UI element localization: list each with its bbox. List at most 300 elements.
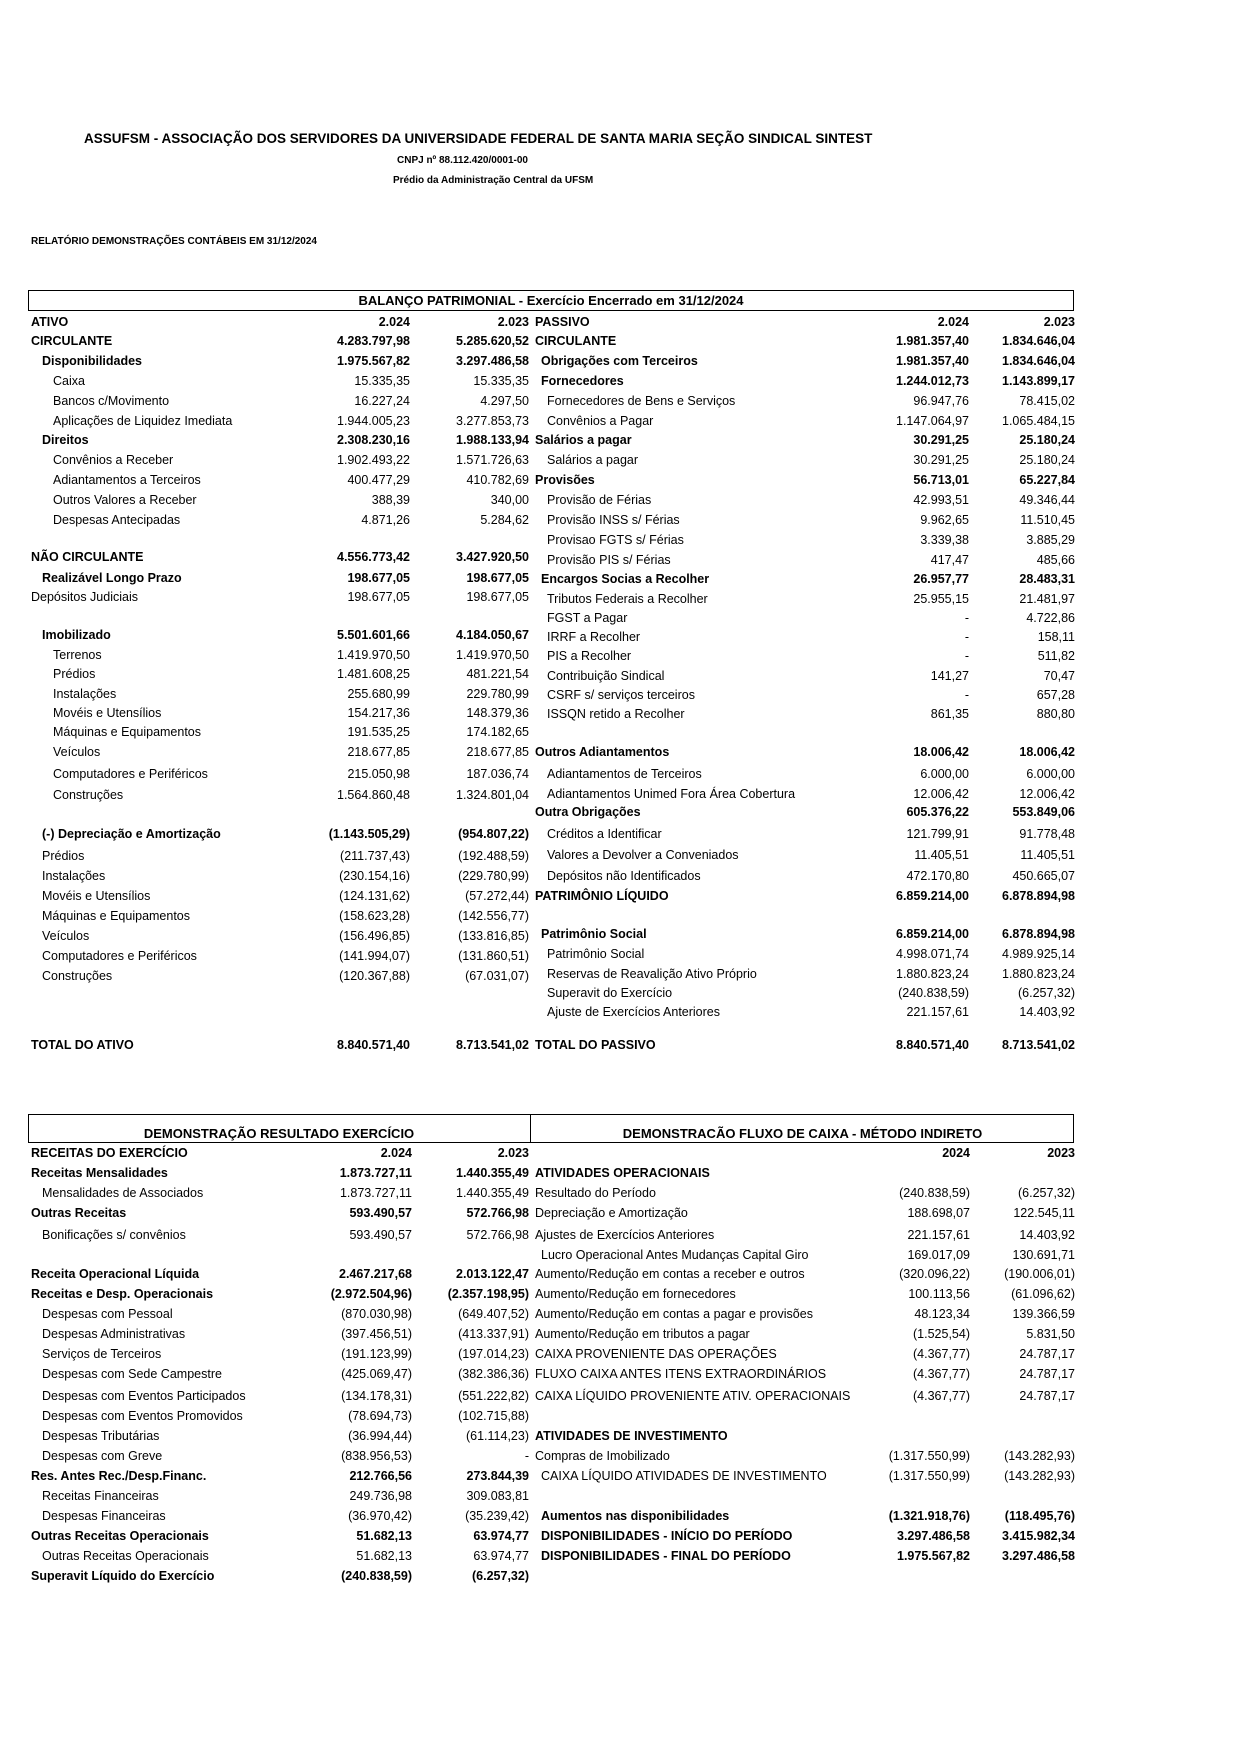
dre-label: Despesas Tributárias — [42, 1429, 160, 1443]
dfc-label: Lucro Operacional Antes Mudanças Capital Giro — [541, 1248, 809, 1262]
dre-label: Despesas com Greve — [42, 1449, 163, 1463]
dfc-row — [0, 1248, 1240, 1263]
dre-value-year2: 63.974,77 — [473, 1529, 529, 1543]
dre-value-year2: 273.844,39 — [466, 1469, 529, 1483]
dre-value-year1: 51.682,13 — [356, 1549, 412, 1563]
ativo-label: Realizável Longo Prazo — [42, 571, 182, 585]
passivo-value-year1: 141,27 — [930, 669, 969, 683]
dfc-value-year1: (4.367,77) — [913, 1347, 970, 1361]
dre-value-year2: 309.083,81 — [466, 1489, 529, 1503]
passivo-row — [0, 374, 1240, 389]
passivo-label: Contribuição Sindical — [547, 669, 665, 683]
ativo-value-year2: (131.860,51) — [458, 949, 529, 963]
passivo-value-year2: 14.403,92 — [1019, 1005, 1075, 1019]
passivo-value-year1: 121.799,91 — [906, 827, 969, 841]
dre-row — [0, 1489, 1240, 1504]
passivo-value-year1: 11.405,51 — [914, 848, 969, 862]
passivo-row — [0, 669, 1240, 684]
dre-value-year2: (2.357.198,95) — [447, 1287, 529, 1301]
ativo-label: Computadores e Periféricos — [42, 949, 197, 963]
ativo-value-year2: 3.427.920,50 — [456, 550, 529, 564]
ativo-value-year1: 4.283.797,98 — [337, 334, 410, 348]
dre-label: Despesas Financeiras — [42, 1509, 166, 1523]
passivo-label: Salários a pagar — [535, 433, 632, 447]
passivo-value-year1: 30.291,25 — [913, 453, 969, 467]
passivo-label: Superavit do Exercício — [547, 986, 673, 1000]
passivo-value-year2: 6.878.894,98 — [1002, 927, 1075, 941]
ativo-value-year1: 1.975.567,82 — [337, 354, 410, 368]
dfc-row — [0, 1449, 1240, 1464]
dfc-value-year1: (1.317.550,99) — [888, 1449, 970, 1463]
dre-label: Despesas com Pessoal — [42, 1307, 173, 1321]
passivo-row — [0, 767, 1240, 782]
passivo-value-year2: 91.778,48 — [1019, 827, 1075, 841]
passivo-value-year2: 485,66 — [1036, 553, 1075, 567]
passivo-label: Reservas de Reavalição Ativo Próprio — [547, 967, 757, 981]
dfc-value-year1: (240.838,59) — [899, 1186, 970, 1200]
passivo-row — [0, 805, 1240, 820]
dre-value-year2: 572.766,98 — [466, 1206, 529, 1220]
passivo-row — [0, 630, 1240, 645]
passivo-value-year1: 56.713,01 — [913, 473, 969, 487]
passivo-label: Provisão de Férias — [547, 493, 652, 507]
ativo-value-year2: 3.297.486,58 — [456, 354, 529, 368]
passivo-value-year2: 12.006,42 — [1019, 787, 1075, 801]
ativo-value-year1: 400.477,29 — [347, 473, 410, 487]
ativo-value-year1: 1.902.493,22 — [337, 453, 410, 467]
passivo-value-year1: 1.147.064,97 — [896, 414, 969, 428]
dre-value-year1: 212.766,56 — [349, 1469, 412, 1483]
passivo-value-year2: 1.834.646,04 — [1002, 334, 1075, 348]
passivo-value-year2: 25.180,24 — [1019, 433, 1075, 447]
ativo-value-year2: 410.782,69 — [466, 473, 529, 487]
passivo-value-year2: 553.849,06 — [1012, 805, 1075, 819]
ativo-label: Veículos — [53, 745, 101, 759]
dfc-row — [0, 1429, 1240, 1444]
ativo-value-year2: (133.816,85) — [458, 929, 529, 943]
dfc-label: CAIXA LÍQUIDO PROVENIENTE ATIV. OPERACIONAIS — [535, 1389, 851, 1403]
dfc-value-year2: (190.006,01) — [1004, 1267, 1075, 1281]
ativo-label: NÃO CIRCULANTE — [31, 550, 144, 564]
passivo-label: Tributos Federais a Recolher — [547, 592, 708, 606]
dre-value-year1: 593.490,57 — [349, 1206, 412, 1220]
passivo-header-year2: 2.023 — [1043, 315, 1075, 329]
ativo-label: Adiantamentos a Terceiros — [53, 473, 201, 487]
ativo-value-year1: (124.131,62) — [339, 889, 410, 903]
dfc-value-year1: (1.317.550,99) — [888, 1469, 970, 1483]
org-title: ASSUFSM - ASSOCIAÇÃO DOS SERVIDORES DA UNIVERSIDADE FEDERAL DE SANTA MARIA SEÇÃO SINDICAL SINTEST — [84, 131, 873, 146]
passivo-value-year1: 1.880.823,24 — [896, 967, 969, 981]
passivo-label: ISSQN retido a Recolher — [547, 707, 685, 721]
report-title: RELATÓRIO DEMONSTRAÇÕES CONTÁBEIS EM 31/12/2024 — [31, 236, 317, 247]
passivo-row — [0, 927, 1240, 942]
total-passivo-v2: 8.713.541,02 — [1002, 1038, 1075, 1052]
passivo-value-year2: 11.510,45 — [1020, 513, 1075, 527]
passivo-row — [0, 493, 1240, 508]
passivo-label: Valores a Devolver a Conveniados — [547, 848, 739, 862]
dfc-title: DEMONSTRACÃO FLUXO DE CAIXA - MÉTODO INDIRETO — [622, 1126, 983, 1141]
passivo-value-year2: (6.257,32) — [1018, 986, 1075, 1000]
dfc-row — [0, 1166, 1240, 1181]
dfc-label: Aumento/Redução em contas a pagar e provisões — [535, 1307, 813, 1321]
dfc-label: Aumento/Redução em contas a receber e outros — [535, 1267, 805, 1281]
dre-label: Outras Receitas — [31, 1206, 127, 1220]
ativo-value-year1: 198.677,05 — [347, 590, 410, 604]
dre-label: Receitas e Desp. Operacionais — [31, 1287, 214, 1301]
ativo-value-year1: 1.944.005,23 — [337, 414, 410, 428]
passivo-value-year1: - — [964, 649, 969, 663]
dfc-value-year2: 139.366,59 — [1012, 1307, 1075, 1321]
passivo-value-year2: 1.143.899,17 — [1002, 374, 1075, 388]
passivo-value-year2: 4.989.925,14 — [1002, 947, 1075, 961]
dre-label: Despesas com Sede Campestre — [42, 1367, 222, 1381]
ativo-value-year2: 229.780,99 — [466, 687, 529, 701]
ativo-label: Convênios a Receber — [53, 453, 174, 467]
passivo-value-year2: 657,28 — [1036, 688, 1075, 702]
ativo-value-year1: 1.481.608,25 — [337, 667, 410, 681]
passivo-label: CSRF s/ serviços terceiros — [547, 688, 695, 702]
passivo-label: Créditos a Identificar — [547, 827, 662, 841]
dre-label: Receita Operacional Líquida — [31, 1267, 200, 1281]
ativo-value-year2: (67.031,07) — [465, 969, 529, 983]
dfc-row — [0, 1228, 1240, 1243]
passivo-label: Provisões — [535, 473, 595, 487]
passivo-value-year2: 25.180,24 — [1019, 453, 1075, 467]
dfc-label: Resultado do Período — [535, 1186, 656, 1200]
passivo-row — [0, 414, 1240, 429]
ativo-label: Movéis e Utensílios — [53, 706, 162, 720]
passivo-value-year1: 605.376,22 — [906, 805, 969, 819]
dfc-value-year1: 48.123,34 — [914, 1307, 970, 1321]
ativo-value-year2: 187.036,74 — [466, 767, 529, 781]
passivo-value-year1: 42.993,51 — [913, 493, 969, 507]
passivo-label: Provisão INSS s/ Férias — [547, 513, 680, 527]
dfc-value-year2: (61.096,62) — [1011, 1287, 1075, 1301]
ativo-value-year2: 148.379,36 — [466, 706, 529, 720]
ativo-label: Terrenos — [53, 648, 102, 662]
ativo-value-year2: 1.419.970,50 — [456, 648, 529, 662]
ativo-value-year1: 198.677,05 — [347, 571, 410, 585]
dfc-row — [0, 1267, 1240, 1282]
passivo-label: Obrigações com Terceiros — [541, 354, 698, 368]
dre-label: Mensalidades de Associados — [42, 1186, 204, 1200]
dfc-value-year2: 24.787,17 — [1019, 1367, 1075, 1381]
dre-value-year2: (61.114,23) — [465, 1429, 529, 1443]
passivo-value-year2: 511,82 — [1037, 649, 1075, 663]
dfc-value-year2: 14.403,92 — [1019, 1228, 1075, 1242]
ativo-label: Despesas Antecipadas — [53, 513, 181, 527]
dre-value-year2: 63.974,77 — [473, 1549, 529, 1563]
dfc-label: ATIVIDADES DE INVESTIMENTO — [535, 1429, 728, 1443]
dre-value-year2: 1.440.355,49 — [456, 1186, 529, 1200]
ativo-label: Caixa — [53, 374, 85, 388]
dre-value-year2: (6.257,32) — [472, 1569, 529, 1583]
dfc-value-year2: 3.297.486,58 — [1002, 1549, 1075, 1563]
passivo-value-year1: 12.006,42 — [913, 787, 969, 801]
passivo-value-year1: 417,47 — [930, 553, 969, 567]
dre-value-year1: (870.030,98) — [341, 1307, 412, 1321]
passivo-value-year1: 6.859.214,00 — [896, 927, 969, 941]
passivo-row — [0, 827, 1240, 842]
dfc-header-year1: 2024 — [942, 1146, 970, 1160]
passivo-label: Salários a pagar — [547, 453, 639, 467]
dfc-value-year1: (1.525,54) — [913, 1327, 970, 1341]
ativo-label: Instalações — [53, 687, 117, 701]
dfc-label: Aumento/Redução em fornecedores — [535, 1287, 736, 1301]
ativo-label: Instalações — [42, 869, 106, 883]
dre-value-year1: (191.123,99) — [341, 1347, 412, 1361]
dre-value-year1: (425.069,47) — [341, 1367, 412, 1381]
dre-label: Despesas com Eventos Promovidos — [42, 1409, 243, 1423]
passivo-label: Outros Adiantamentos — [535, 745, 670, 759]
ativo-value-year2: 218.677,85 — [466, 745, 529, 759]
dfc-value-year2: 122.545,11 — [1013, 1206, 1075, 1220]
ativo-value-year2: (192.488,59) — [458, 849, 529, 863]
ativo-value-year2: 5.285.620,52 — [456, 334, 529, 348]
passivo-row — [0, 513, 1240, 528]
dfc-value-year1: 188.698,07 — [907, 1206, 970, 1220]
dre-value-year1: 249.736,98 — [349, 1489, 412, 1503]
dre-value-year2: (551.222,82) — [458, 1389, 529, 1403]
ativo-value-year1: (141.994,07) — [339, 949, 410, 963]
dfc-row — [0, 1549, 1240, 1564]
passivo-label: Adiantamentos Unimed Fora Área Cobertura — [547, 787, 796, 801]
dre-value-year1: (134.178,31) — [341, 1389, 412, 1403]
ativo-value-year2: 3.277.853,73 — [456, 414, 529, 428]
passivo-label: Provisão PIS s/ Férias — [547, 553, 671, 567]
dfc-value-year2: 5.831,50 — [1026, 1327, 1075, 1341]
passivo-row — [0, 354, 1240, 369]
ativo-value-year2: 198.677,05 — [466, 571, 529, 585]
passivo-value-year1: 3.339,38 — [920, 533, 969, 547]
dfc-label: ATIVIDADES OPERACIONAIS — [535, 1166, 710, 1180]
dfc-row — [0, 1389, 1240, 1404]
dre-label: Outras Receitas Operacionais — [31, 1529, 209, 1543]
dre-value-year2: (382.386,36) — [458, 1367, 529, 1381]
passivo-row — [0, 473, 1240, 488]
dfc-value-year2: (143.282,93) — [1004, 1449, 1075, 1463]
passivo-value-year2: 6.878.894,98 — [1002, 889, 1075, 903]
passivo-row — [0, 394, 1240, 409]
passivo-row — [0, 433, 1240, 448]
ativo-value-year1: 16.227,24 — [354, 394, 410, 408]
passivo-value-year2: 880,80 — [1036, 707, 1075, 721]
dre-value-year1: (240.838,59) — [341, 1569, 412, 1583]
passivo-row — [0, 553, 1240, 568]
passivo-header-label: PASSIVO — [535, 315, 590, 329]
dre-value-year1: (36.970,42) — [348, 1509, 412, 1523]
ativo-value-year1: 218.677,85 — [347, 745, 410, 759]
dre-value-year2: (649.407,52) — [458, 1307, 529, 1321]
dfc-row — [0, 1327, 1240, 1342]
passivo-label: PATRIMÔNIO LÍQUIDO — [535, 889, 669, 903]
dfc-row — [0, 1367, 1240, 1382]
cnpj: CNPJ nº 88.112.420/0001-00 — [397, 155, 528, 166]
dfc-value-year1: 169.017,09 — [907, 1248, 970, 1262]
ativo-label: Computadores e Periféricos — [53, 767, 208, 781]
dre-label: Outras Receitas Operacionais — [42, 1549, 209, 1563]
dfc-row — [0, 1347, 1240, 1362]
dre-row — [0, 1569, 1240, 1584]
passivo-row — [0, 649, 1240, 664]
ativo-value-year1: (156.496,85) — [339, 929, 410, 943]
passivo-value-year2: 21.481,97 — [1019, 592, 1075, 606]
dfc-label: Depreciação e Amortização — [535, 1206, 688, 1220]
passivo-value-year2: 78.415,02 — [1019, 394, 1075, 408]
passivo-value-year1: 25.955,15 — [913, 592, 969, 606]
ativo-label: Depósitos Judiciais — [31, 590, 138, 604]
passivo-header-year1: 2.024 — [937, 315, 969, 329]
ativo-label: Imobilizado — [42, 628, 111, 642]
passivo-label: Encargos Socias a Recolher — [541, 572, 710, 586]
dre-value-year1: 51.682,13 — [356, 1529, 412, 1543]
dfc-label: CAIXA LÍQUIDO ATIVIDADES DE INVESTIMENTO — [541, 1469, 827, 1483]
ativo-header-year2: 2.023 — [497, 315, 529, 329]
ativo-value-year2: 5.284,62 — [480, 513, 529, 527]
passivo-value-year1: 26.957,77 — [913, 572, 969, 586]
passivo-value-year2: 49.346,44 — [1019, 493, 1075, 507]
dre-value-year1: (36.994,44) — [348, 1429, 412, 1443]
dre-value-year2: (197.014,23) — [458, 1347, 529, 1361]
ativo-value-year1: 15.335,35 — [354, 374, 410, 388]
dfc-value-year2: 3.415.982,34 — [1002, 1529, 1075, 1543]
dre-label: Receitas Mensalidades — [31, 1166, 168, 1180]
passivo-value-year1: 30.291,25 — [913, 433, 969, 447]
ativo-value-year1: 5.501.601,66 — [337, 628, 410, 642]
passivo-label: Fornecedores — [541, 374, 624, 388]
dfc-value-year2: (143.282,93) — [1004, 1469, 1075, 1483]
ativo-value-year2: (954.807,22) — [458, 827, 529, 841]
dre-value-year2: (413.337,91) — [458, 1327, 529, 1341]
address: Prédio da Administração Central da UFSM — [393, 175, 594, 186]
passivo-value-year2: 18.006,42 — [1019, 745, 1075, 759]
dfc-row — [0, 1307, 1240, 1322]
ativo-label: Outros Valores a Receber — [53, 493, 197, 507]
dre-label: Despesas com Eventos Participados — [42, 1389, 246, 1403]
dfc-value-year1: (4.367,77) — [913, 1389, 970, 1403]
dre-value-year2: 572.766,98 — [466, 1228, 529, 1242]
dfc-row — [0, 1287, 1240, 1302]
ativo-value-year2: (142.556,77) — [458, 909, 529, 923]
dfc-value-year2: (118.495,76) — [1004, 1509, 1075, 1523]
ativo-label: CIRCULANTE — [31, 334, 113, 348]
ativo-row — [0, 909, 1240, 924]
ativo-value-year1: 1.419.970,50 — [337, 648, 410, 662]
dre-value-year1: 1.873.727,11 — [339, 1186, 412, 1200]
ativo-value-year1: 388,39 — [371, 493, 410, 507]
passivo-row — [0, 334, 1240, 349]
passivo-label: Convênios a Pagar — [547, 414, 654, 428]
ativo-value-year1: (211.737,43) — [340, 849, 410, 863]
passivo-label: Provisao FGTS s/ Férias — [547, 533, 684, 547]
passivo-value-year2: 65.227,84 — [1019, 473, 1075, 487]
passivo-value-year1: 9.962,65 — [920, 513, 969, 527]
passivo-value-year1: (240.838,59) — [898, 986, 969, 1000]
dre-value-year1: (838.956,53) — [341, 1449, 412, 1463]
ativo-value-year2: 4.297,50 — [480, 394, 529, 408]
balanco-title: BALANÇO PATRIMONIAL - Exercício Encerrado em 31/12/2024 — [358, 293, 744, 308]
dre-value-year1: (78.694,73) — [348, 1409, 412, 1423]
passivo-value-year1: 18.006,42 — [913, 745, 969, 759]
ativo-header — [0, 315, 1240, 330]
dfc-label: Compras de Imobilizado — [535, 1449, 670, 1463]
passivo-label: Ajuste de Exercícios Anteriores — [547, 1005, 720, 1019]
passivo-row — [0, 848, 1240, 863]
dfc-label: Aumento/Redução em tributos a pagar — [535, 1327, 750, 1341]
ativo-label: Prédios — [53, 667, 96, 681]
ativo-label: Disponibilidades — [42, 354, 143, 368]
passivo-value-year1: - — [964, 611, 969, 625]
passivo-value-year1: 6.000,00 — [920, 767, 969, 781]
passivo-value-year2: 70,47 — [1043, 669, 1075, 683]
dfc-row — [0, 1206, 1240, 1221]
passivo-row — [0, 688, 1240, 703]
passivo-value-year2: 158,11 — [1037, 630, 1075, 644]
passivo-value-year2: 6.000,00 — [1026, 767, 1075, 781]
passivo-label: Fornecedores de Bens e Serviços — [547, 394, 736, 408]
dfc-value-year2: (6.257,32) — [1018, 1186, 1075, 1200]
passivo-label: Adiantamentos de Terceiros — [547, 767, 702, 781]
passivo-label: Patrimônio Social — [541, 927, 647, 941]
ativo-label: Direitos — [42, 433, 89, 447]
passivo-label: Patrimônio Social — [547, 947, 645, 961]
dre-value-year2: 1.440.355,49 — [456, 1166, 529, 1180]
ativo-value-year2: 1.571.726,63 — [456, 453, 529, 467]
passivo-label: FGST a Pagar — [547, 611, 628, 625]
total-ativo-v1: 8.840.571,40 — [337, 1038, 410, 1052]
dfc-value-year1: 1.975.567,82 — [897, 1549, 970, 1563]
dfc-row — [0, 1509, 1240, 1524]
dfc-label: FLUXO CAIXA ANTES ITENS EXTRAORDINÁRIOS — [535, 1367, 827, 1381]
passivo-row — [0, 889, 1240, 904]
dre-header-year2: 2.023 — [497, 1146, 529, 1160]
ativo-label: (-) Depreciação e Amortização — [42, 827, 221, 841]
passivo-label: PIS a Recolher — [547, 649, 632, 663]
ativo-label: Máquinas e Equipamentos — [53, 725, 202, 739]
dre-label: Receitas Financeiras — [42, 1489, 159, 1503]
dre-value-year1: 2.467.217,68 — [339, 1267, 412, 1281]
passivo-row — [0, 986, 1240, 1001]
total-passivo-v1: 8.840.571,40 — [896, 1038, 969, 1052]
ativo-value-year2: 174.182,65 — [466, 725, 529, 739]
passivo-value-year2: 11.405,51 — [1020, 848, 1075, 862]
ativo-label: Máquinas e Equipamentos — [42, 909, 191, 923]
dre-label: Res. Antes Rec./Desp.Financ. — [31, 1469, 207, 1483]
dre-label: Bonificações s/ convênios — [42, 1228, 186, 1242]
passivo-value-year2: 1.834.646,04 — [1002, 354, 1075, 368]
dfc-value-year1: 3.297.486,58 — [897, 1529, 970, 1543]
ativo-value-year1: 255.680,99 — [347, 687, 410, 701]
passivo-label: IRRF a Recolher — [547, 630, 641, 644]
ativo-value-year2: (229.780,99) — [458, 869, 529, 883]
passivo-row — [0, 787, 1240, 802]
dre-title: DEMONSTRAÇÃO RESULTADO EXERCÍCIO — [143, 1126, 415, 1141]
ativo-value-year1: 215.050,98 — [347, 767, 410, 781]
ativo-value-year2: 340,00 — [490, 493, 529, 507]
passivo-value-year1: - — [964, 688, 969, 702]
passivo-value-year2: 28.483,31 — [1019, 572, 1075, 586]
passivo-value-year1: 1.244.012,73 — [896, 374, 969, 388]
passivo-value-year2: 1.065.484,15 — [1002, 414, 1075, 428]
dfc-row — [0, 1469, 1240, 1484]
dre-row — [0, 1409, 1240, 1424]
dfc-value-year1: 100.113,56 — [908, 1287, 970, 1301]
ativo-header-label: ATIVO — [31, 315, 69, 329]
passivo-row — [0, 592, 1240, 607]
ativo-value-year2: (57.272,44) — [465, 889, 529, 903]
ativo-label: Veículos — [42, 929, 90, 943]
dfc-label: CAIXA PROVENIENTE DAS OPERAÇÕES — [535, 1347, 777, 1361]
